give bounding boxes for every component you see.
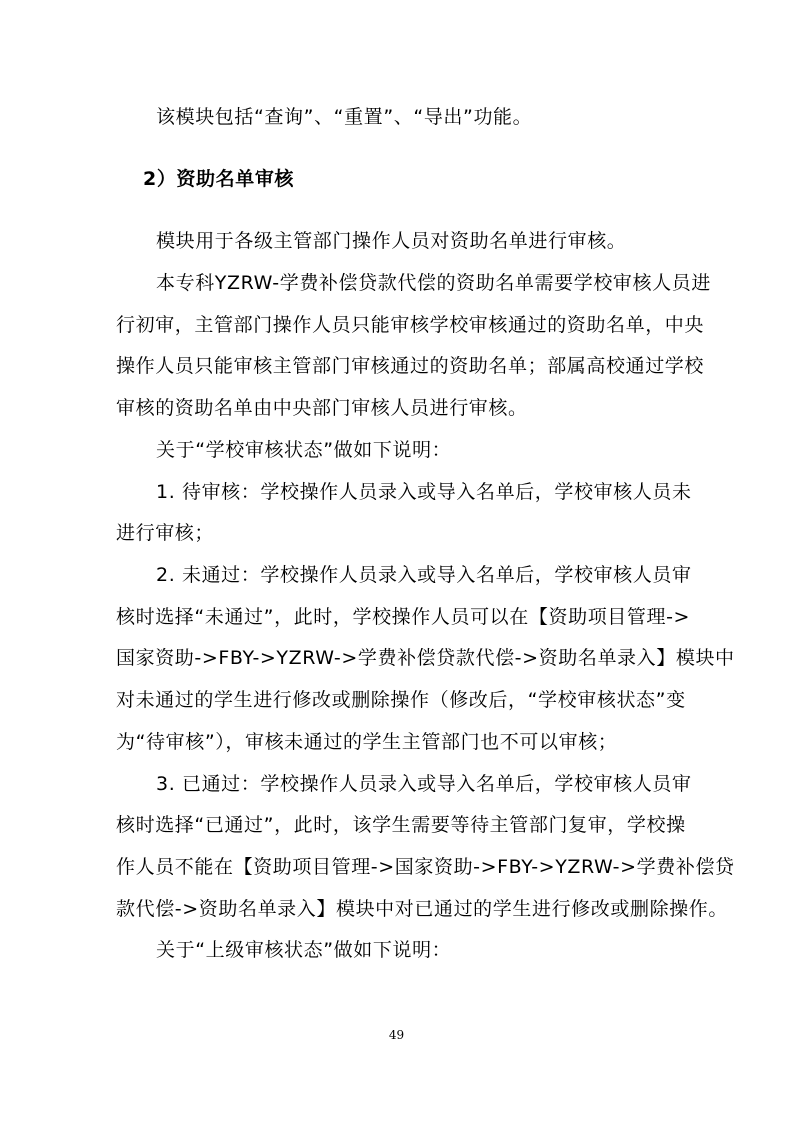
list-item-line: 作人员不能在【资助项目管理->国家资助->FBY->YZRW->学费补偿贷 <box>116 856 735 878</box>
list-item-line: 3. 已通过：学校操作人员录入或导入名单后，学校审核人员审 <box>156 773 692 795</box>
paragraph-line: 操作人员只能审核主管部门审核通过的资助名单；部属高校通过学校 <box>116 355 705 377</box>
page-number: 49 <box>388 1028 405 1042</box>
paragraph-line: 关于“学校审核状态”做如下说明： <box>156 439 452 461</box>
paragraph-line: 行初审，主管部门操作人员只能审核学校审核通过的资助名单，中央 <box>116 314 705 336</box>
section-heading: 2）资助名单审核 <box>143 168 295 190</box>
list-item-line: 核时选择“已通过”，此时，该学生需要等待主管部门复审，学校操 <box>116 814 686 836</box>
list-item-line: 1. 待审核：学校操作人员录入或导入名单后，学校审核人员未 <box>156 481 692 503</box>
list-item-line: 核时选择“未通过”，此时，学校操作人员可以在【资助项目管理-> <box>116 606 691 628</box>
paragraph-line: 审核的资助名单由中央部门审核人员进行审核。 <box>116 397 528 419</box>
list-item-line: 对未通过的学生进行修改或删除操作（修改后，“学校审核状态”变 <box>116 689 686 711</box>
list-item-line: 进行审核； <box>116 522 215 544</box>
paragraph-line: 关于“上级审核状态”做如下说明： <box>156 939 452 961</box>
paragraph-line: 本专科YZRW-学费补偿贷款代偿的资助名单需要学校审核人员进 <box>156 272 711 294</box>
list-item-line: 款代偿->资助名单录入】模块中对已通过的学生进行修改或删除操作。 <box>116 898 728 920</box>
paragraph-line: 模块用于各级主管部门操作人员对资助名单进行审核。 <box>156 230 627 252</box>
list-item-line: 2. 未通过：学校操作人员录入或导入名单后，学校审核人员审 <box>156 564 692 586</box>
list-item-line: 为“待审核”），审核未通过的学生主管部门也不可以审核； <box>116 731 618 753</box>
paragraph-line: 该模块包括“查询”、“重置”、“导出”功能。 <box>156 106 533 128</box>
list-item-line: 国家资助->FBY->YZRW->学费补偿贷款代偿->资助名单录入】模块中 <box>116 647 735 669</box>
